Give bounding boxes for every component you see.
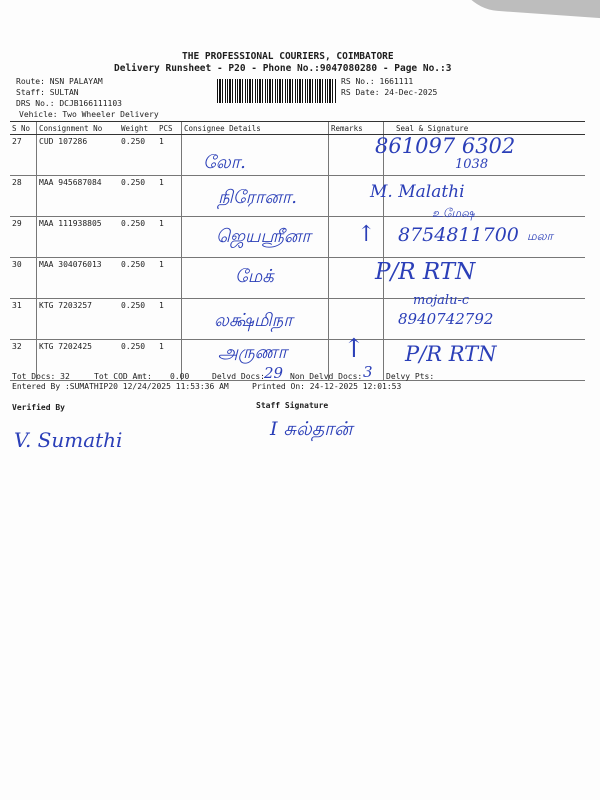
total-cod-label: Tot COD Amt: — [94, 372, 152, 381]
row-consignment: KTG 7203257 — [37, 299, 120, 340]
table-header-row — [10, 122, 585, 135]
scanned-page-corner-shadow — [454, 0, 600, 20]
rs-date: RS Date: 24-Dec-2025 — [341, 88, 438, 97]
company-title: THE PROFESSIONAL COURIERS, COIMBATORE — [182, 51, 394, 62]
entered-by: Entered By :SUMATHIP20 12/24/2025 11:53:36 AM — [12, 382, 229, 391]
staff-signature: I சுல்தான் — [270, 418, 353, 440]
col-pcs: PCS — [157, 122, 182, 135]
verified-by-label: Verified By — [12, 403, 65, 412]
col-signature: Seal & Signature — [384, 122, 586, 135]
row-consignment: MAA 304076013 — [37, 258, 120, 299]
handwritten-signature-30: P/R RTN — [375, 259, 476, 285]
drs-number: DRS No.: DCJB166111103 — [16, 99, 122, 108]
handwritten-signature-28: M. Malathi — [370, 182, 465, 202]
col-consignee: Consignee Details — [182, 122, 329, 135]
row-pcs: 1 — [157, 176, 182, 217]
total-cod-value: 0.00 — [170, 372, 190, 381]
handwritten-consignee-30: மேக் — [235, 266, 274, 287]
non-delivered-docs-label: Non Delvd Docs: — [290, 372, 363, 381]
runsheet-subtitle: Delivery Runsheet - P20 - Phone No.:9047080280 - Page No.:3 — [114, 63, 452, 74]
handwritten-consignee-28: நிரோனா. — [218, 187, 297, 208]
table-row — [10, 299, 585, 340]
handwritten-consignee-29: ஜெயஸ்ரீனா — [216, 226, 311, 247]
delivery-points-label: Delvy Pts: — [386, 372, 435, 381]
handwritten-consignee-31: லக்ஷ்மிநா — [214, 310, 293, 331]
row-sno: 32 — [10, 340, 37, 381]
route-text: Route: NSN PALAYAM — [16, 77, 103, 86]
handwritten-signature-27: 861097 6302 — [375, 134, 516, 158]
row-sno: 29 — [10, 217, 37, 258]
row-weight: 0.250 — [119, 217, 157, 258]
staff-signature-label: Staff Signature — [256, 401, 329, 410]
row-pcs: 1 — [157, 299, 182, 340]
handwritten-signature-29: 8754811700 — [398, 224, 519, 246]
row-pcs: 1 — [157, 217, 182, 258]
row-sno: 27 — [10, 135, 37, 176]
handwritten-signature-31-b: 8940742792 — [398, 310, 494, 328]
handwritten-remark-29: ↑ — [357, 222, 376, 247]
row-consignment: KTG 7202425 — [37, 340, 120, 381]
delivered-docs-label: Delvd Docs: — [212, 372, 265, 381]
handwritten-signature-29-top: உமேஷ — [432, 206, 475, 220]
handwritten-signature-29-right: மலா — [527, 229, 553, 243]
verified-by-signature: V. Sumathi — [14, 428, 123, 452]
table-row — [10, 176, 585, 217]
col-weight: Weight — [119, 122, 157, 135]
row-weight: 0.250 — [119, 135, 157, 176]
row-weight: 0.250 — [119, 258, 157, 299]
col-remarks: Remarks — [329, 122, 384, 135]
barcode-icon — [217, 79, 337, 103]
handwritten-remark-32: ↑ — [343, 334, 365, 364]
row-pcs: 1 — [157, 258, 182, 299]
delivered-docs-count: 29 — [264, 364, 284, 382]
row-pcs: 1 — [157, 340, 182, 381]
handwritten-signature-27-b: 1038 — [455, 157, 489, 172]
row-pcs: 1 — [157, 135, 182, 176]
row-weight: 0.250 — [119, 340, 157, 381]
handwritten-consignee-27: லோ. — [203, 152, 246, 173]
row-sno: 31 — [10, 299, 37, 340]
printed-on: Printed On: 24-12-2025 12:01:53 — [252, 382, 402, 391]
staff-text: Staff: SULTAN — [16, 88, 79, 97]
total-docs: Tot Docs: 32 — [12, 372, 70, 381]
row-consignment: MAA 111938805 — [37, 217, 120, 258]
row-weight: 0.250 — [119, 176, 157, 217]
row-weight: 0.250 — [119, 299, 157, 340]
row-consignment: MAA 945687084 — [37, 176, 120, 217]
row-consignment: CUD 107286 — [37, 135, 120, 176]
rs-number: RS No.: 1661111 — [341, 77, 414, 86]
vehicle-text: Vehicle: Two Wheeler Delivery — [19, 110, 159, 119]
handwritten-consignee-32: அருணா — [218, 342, 287, 363]
handwritten-signature-32: P/R RTN — [405, 342, 497, 366]
table-row — [10, 258, 585, 299]
col-sno: S No — [10, 122, 37, 135]
row-sno: 30 — [10, 258, 37, 299]
non-delivered-docs-count: 3 — [363, 363, 373, 381]
runsheet-table — [10, 121, 585, 381]
col-consignment: Consignment No — [37, 122, 120, 135]
row-sno: 28 — [10, 176, 37, 217]
handwritten-signature-31: mojalu-c — [413, 293, 470, 308]
